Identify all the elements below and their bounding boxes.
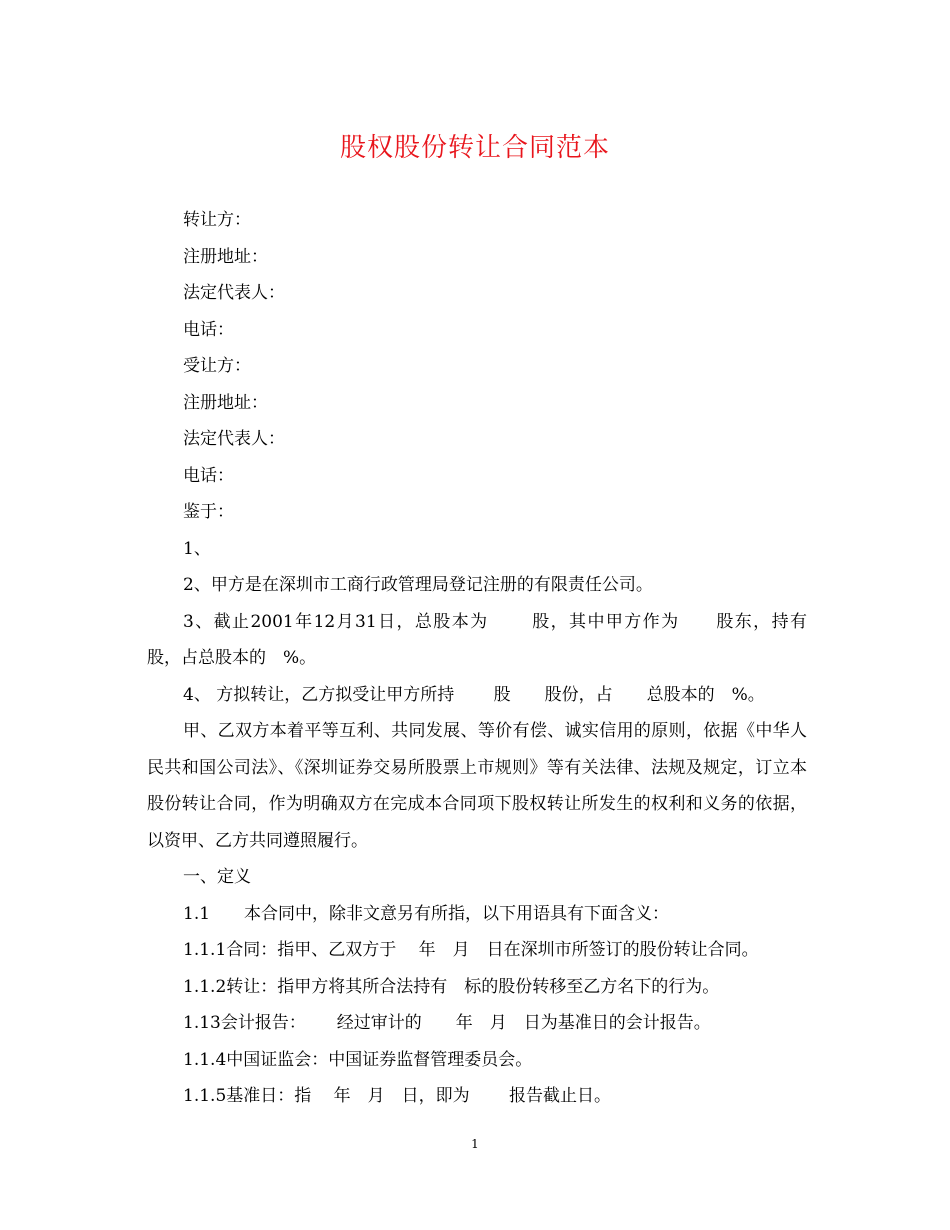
paragraph: 法定代表人： — [183, 283, 285, 303]
paragraph: 受让方： — [183, 356, 251, 376]
paragraph: 2、甲方是在深圳市工商行政管理局登记注册的有限责任公司。 — [183, 575, 653, 595]
paragraph: 法定代表人： — [183, 429, 285, 449]
paragraph: 电话： — [183, 465, 234, 486]
paragraph: 4、 方拟转让，乙方拟受让甲方所持 股 股份，占 总股本的 %。 — [183, 684, 765, 705]
paragraph: 转让方： — [183, 210, 251, 230]
document-body — [147, 202, 847, 1115]
paragraph: 1、 — [183, 538, 211, 559]
paragraph: 电话： — [183, 319, 234, 340]
paragraph: 注册地址： — [183, 392, 268, 413]
paragraph: 1.1.4中国证监会：中国证券监督管理委员会。 — [183, 1049, 533, 1070]
page-number: 1 — [471, 1137, 479, 1151]
document-title: 股权股份转让合同范本 — [339, 133, 610, 163]
paragraph: 3、截止2001年12月31日，总股本为 股，其中甲方作为 股东，持有 股，占总股本的 %。 — [147, 611, 847, 668]
paragraph: 注册地址： — [183, 246, 268, 267]
paragraph: 甲、乙双方本着平等互利、共同发展、等价有偿、诚实信用的原则，依据《中华人民共和国公司法》、《深圳证券交易所股票上市规则》等有关法律、法规及规定，订立本股份转让合同，作为明确双方在完成本合同项下股权转让所发生的权利和义务的依据，以资甲、乙方共同遵照履行。 — [147, 721, 807, 851]
paragraph: 1.13会计报告： 经过审计的 年 月 日为基准日的会计报告。 — [183, 1013, 711, 1033]
section-heading: 一、定义 — [183, 867, 251, 887]
paragraph: 1.1 本合同中，除非文意另有所指，以下用语具有下面含义： — [183, 903, 670, 924]
paragraph: 鉴于： — [183, 502, 234, 522]
paragraph: 1.1.2转让：指甲方将其所合法持有 标的股份转移至乙方名下的行为。 — [183, 976, 720, 997]
paragraph: 1.1.1合同：指甲、乙双方于 年 月 日在深圳市所签订的股份转让合同。 — [183, 940, 759, 960]
paragraph: 1.1.5基准日：指 年 月 日，即为 报告截止日。 — [183, 1086, 612, 1106]
